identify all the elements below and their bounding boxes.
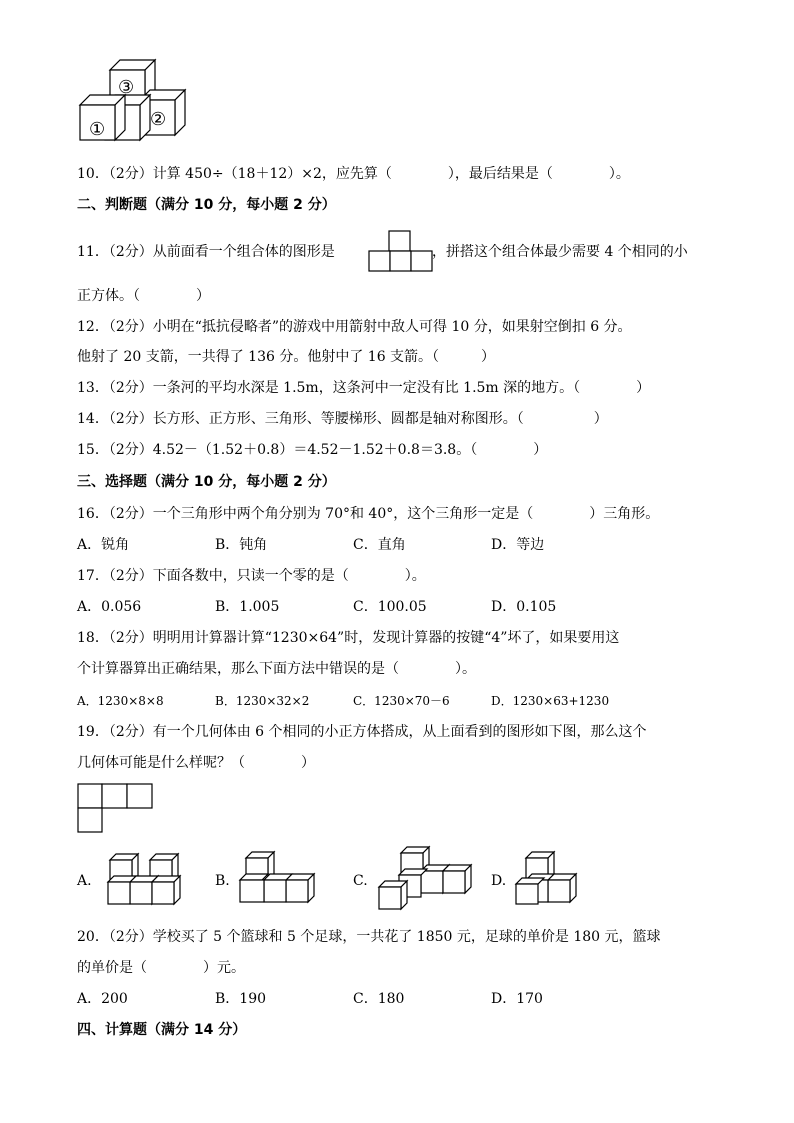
question-19-line2: 几何体可能是什么样呢？（ ） [77,755,315,771]
q17-option-d[interactable]: D．0.105 [491,599,557,615]
question-15: 15．（2分）4.52－（1.52＋0.8）＝4.52－1.52＋0.8＝3.8。（ ） [77,442,548,458]
q17-option-b[interactable]: B．1.005 [215,599,280,615]
front-view-figure [368,230,433,272]
question-12-line1: 12．（2分）小明在“抵抗侵略者”的游戏中用箭射中敌人可得 10 分，如果射空倒扣 6 分。 [77,319,632,335]
q16-option-a[interactable]: A．锐角 [77,537,130,553]
q19-option-a-figure[interactable] [95,850,185,910]
section-4-heading: 四、计算题（满分 14 分） [77,1022,247,1038]
q20-option-d[interactable]: D．170 [491,991,543,1007]
question-11-part3: 正方体。（ ） [77,288,210,304]
top-view-figure [77,783,153,833]
q19-option-b-figure[interactable] [232,846,327,908]
q19-option-c-letter[interactable]: C. [353,873,368,889]
question-11-part1: 11．（2分）从前面看一个组合体的图形是 [77,244,335,260]
q17-option-c[interactable]: C．100.05 [353,599,427,615]
question-18-line2: 个计算器算出正确结果，那么下面方法中错误的是（ ）。 [77,661,476,677]
question-16: 16．（2分）一个三角形中两个角分别为 70°和 40°，这个三角形一定是（ ）三角形。 [77,506,660,522]
section-2-heading: 二、判断题（满分 10 分，每小题 2 分） [77,197,336,213]
question-14: 14．（2分）长方形、正方形、三角形、等腰梯形、圆都是轴对称图形。（ ） [77,411,608,427]
cube-figure-top [70,55,195,145]
q16-option-d[interactable]: D．等边 [491,537,545,553]
question-11-part2: ，拼搭这个组合体最少需要 4 个相同的小 [432,244,688,260]
q18-option-d[interactable]: D．1230×63+1230 [491,694,610,708]
q19-option-b-letter[interactable]: B. [215,873,230,889]
section-3-heading: 三、选择题（满分 10 分，每小题 2 分） [77,474,336,490]
question-18-line1: 18．（2分）明明用计算器计算“1230×64”时，发现计算器的按键“4”坏了，如果要用这 [77,630,620,646]
q19-option-d-figure[interactable] [510,846,580,908]
q16-option-b[interactable]: B．钝角 [215,537,268,553]
question-10: 10．（2分）计算 450÷（18＋12）×2，应先算（ ），最后结果是（ ）。 [77,166,630,182]
question-20-line1: 20．（2分）学校买了 5 个篮球和 5 个足球，一共花了 1850 元，足球的单价是 180 元，篮球 [77,929,661,945]
q19-option-a-letter[interactable]: A. [77,873,92,889]
cube-label-3: ③ [118,77,135,98]
q19-option-c-figure[interactable] [373,843,473,913]
q16-option-c[interactable]: C．直角 [353,537,406,553]
q20-option-c[interactable]: C．180 [353,991,405,1007]
question-19-line1: 19．（2分）有一个几何体由 6 个相同的小正方体搭成，从上面看到的图形如下图，那么这个 [77,724,647,740]
question-12-line2: 他射了 20 支箭，一共得了 136 分。他射中了 16 支箭。（ ） [77,349,496,365]
q20-option-b[interactable]: B．190 [215,991,267,1007]
question-13: 13．（2分）一条河的平均水深是 1.5m，这条河中一定没有比 1.5m 深的地方。（ ） [77,380,651,396]
q18-option-c[interactable]: C．1230×70－6 [353,694,450,708]
q17-option-a[interactable]: A．0.056 [77,599,142,615]
q18-option-b[interactable]: B．1230×32×2 [215,694,310,708]
q20-option-a[interactable]: A．200 [77,991,128,1007]
cube-label-2: ② [150,109,167,130]
q18-option-a[interactable]: A．1230×8×8 [77,694,164,708]
question-17: 17．（2分）下面各数中，只读一个零的是（ ）。 [77,568,426,584]
q19-option-d-letter[interactable]: D. [491,873,507,889]
cube-label-1: ① [89,119,106,140]
question-20-line2: 的单价是（ ）元。 [77,960,245,976]
